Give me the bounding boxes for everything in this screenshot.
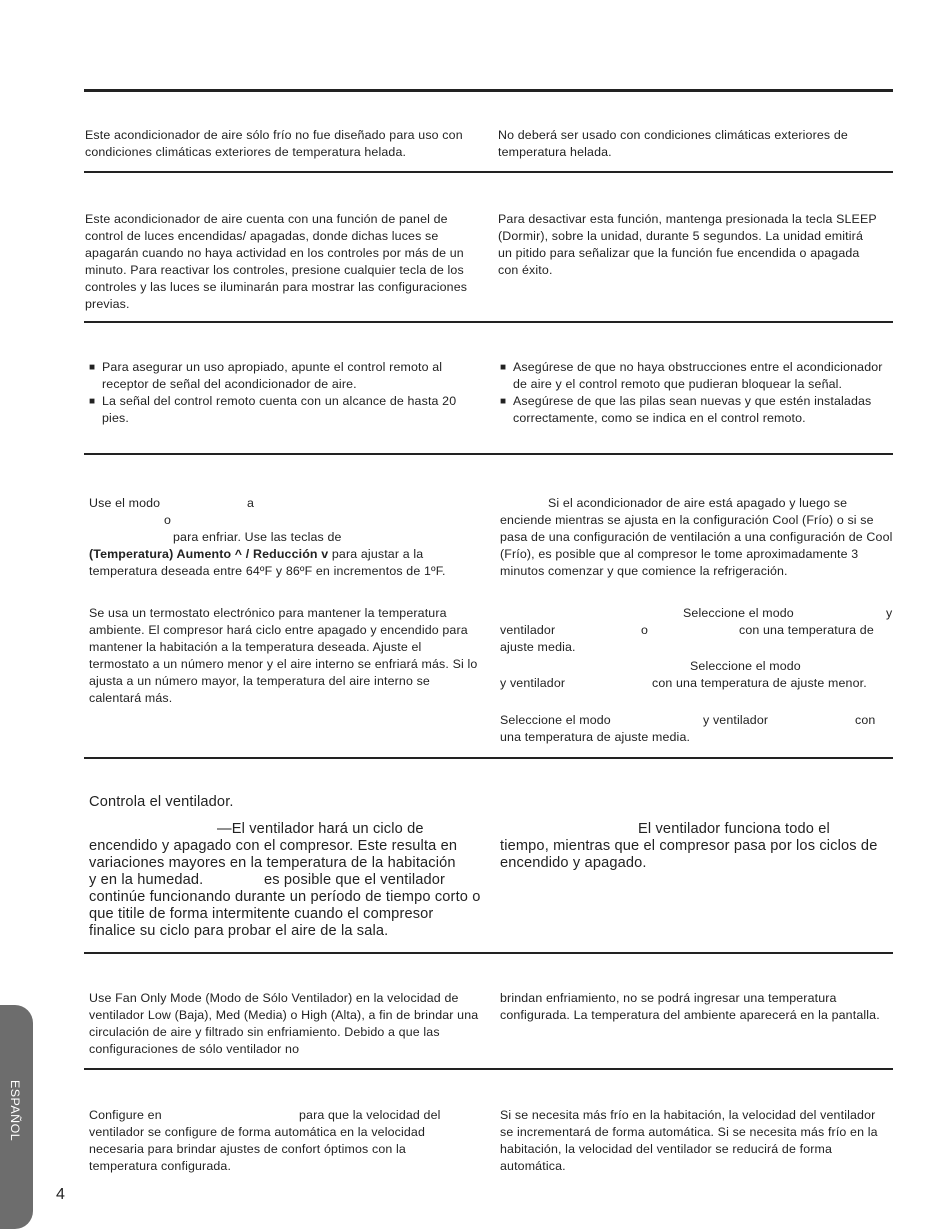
freezing-note-left: Este acondicionador de aire sólo frío no fue diseñado para uso con condiciones climáticas exteriores de temperatura helada. (85, 128, 463, 159)
thermostat-text: Se usa un termostato electrónico para mantener la temperatura ambiente. El compresor hará ciclo entre apagado y encendido para mantener la habitación a la temperatura deseada. Ajuste el termostato a un número menor y el aire interno se enfriará más. Si lo ajusta a un número mayor, la temperatura del aire interno se calentará más. (89, 606, 478, 705)
remote-tips-left (89, 359, 481, 427)
cool-tip-text: o (641, 623, 649, 637)
cool-tip-text: ventilador (500, 623, 556, 637)
section-divider (84, 952, 893, 954)
cool-tip-text: Seleccione el modo (690, 659, 801, 673)
fan-auto-text: es posible que el ventilador (264, 872, 446, 888)
panel-lights-right: Para desactivar esta función, mantenga presionada la tecla SLEEP (Dormir), sobre la unidad, durante 5 segundos. La unidad emitirá un pitido para señalizar que la función fue encendida o apagada con éxito. (498, 212, 877, 277)
fan-auto-text: y en la humedad. (89, 872, 204, 888)
remote-tips-right (500, 359, 896, 427)
temperature-keys-rest: para ajustar a la temperatura deseada entre 64ºF y 86ºF en incrementos de 1ºF. (89, 547, 446, 578)
auto-fan-text: para que la velocidad del (299, 1108, 441, 1122)
cool-mode-text: para enfriar. Use las teclas de (173, 530, 342, 544)
section-divider (84, 171, 893, 173)
list-item: ■ Para asegurar un uso apropiado, apunte el control remoto al receptor de señal del acondicionador de aire. (89, 359, 481, 393)
cool-tip-text: y ventilador (703, 713, 769, 727)
fan-auto-text: —El ventilador hará un ciclo de (217, 821, 424, 837)
page-number: 4 (56, 1186, 65, 1203)
temperature-keys-text (89, 546, 481, 580)
cool-tip-text: Seleccione el modo (683, 606, 794, 620)
cool-tip-text: una temperatura de ajuste media. (500, 730, 691, 744)
compressor-delay-note: Si el acondicionador de aire está apagado y luego se enciende mientras se ajusta en la configuración Cool (Frío) o si se pasa de una configuración de ventilación a una configuración de Cool (Frío), es posible que al compresor le tome aproximadamente 3 minutos comenzar y que comience la refrigeración. (500, 496, 893, 578)
section-divider (84, 757, 893, 759)
cool-tip-text: con una temperatura de (739, 623, 874, 637)
cool-tip-text: y ventilador (500, 676, 566, 690)
section-divider (84, 321, 893, 323)
cool-tip-text: y (886, 606, 893, 620)
cool-mode-text: o (164, 513, 172, 527)
cool-tip-text: ajuste media. (500, 640, 576, 654)
list-item: ■ La señal del control remoto cuenta con un alcance de hasta 20 pies. (89, 393, 481, 427)
freezing-note-right: No deberá ser usado con condiciones climáticas exteriores de temperatura helada. (498, 128, 848, 159)
auto-fan-text: ventilador se configure de forma automática en la velocidad necesaria para brindar ajustes de confort óptimos con la temperatura configurada. (89, 1125, 426, 1173)
cool-tip-text: con (855, 713, 876, 727)
cool-mode-text: a (247, 496, 255, 510)
section-divider (84, 453, 893, 455)
list-item: ■ Asegúrese de que las pilas sean nuevas y que estén instaladas correctamente, como se indica en el control remoto. (500, 393, 896, 427)
auto-fan-text: Configure en (89, 1108, 162, 1122)
fan-only-right: brindan enfriamiento, no se podrá ingresar una temperatura configurada. La temperatura del ambiente aparecerá en la pantalla. (500, 991, 880, 1022)
fan-auto-text: continúe funcionando durante un período de tiempo corto o que titile de forma intermitente cuando el compresor finalice su ciclo para probar el aire de la sala. (89, 889, 481, 939)
fan-continuous-text: tiempo, mientras que el compresor pasa por los ciclos de encendido y apagado. (500, 838, 878, 871)
list-item: ■ Asegúrese de que no haya obstrucciones entre el acondicionador de aire y el control remoto que pudieran bloquear la señal. (500, 359, 896, 393)
top-rule (84, 89, 893, 92)
section-divider (84, 1068, 893, 1070)
cool-mode-intro: Use el modo (89, 496, 161, 510)
fan-auto-text: encendido y apagado con el compresor. Este resulta en variaciones mayores en la temperatura de la habitación (89, 838, 458, 871)
auto-fan-right: Si se necesita más frío en la habitación, la velocidad del ventilador se incrementará de forma automática. Si se necesita más frío en la habitación, la velocidad del ventilador se reducirá de forma automática. (500, 1108, 878, 1173)
cool-tip-text: con una temperatura de ajuste menor. (652, 676, 867, 690)
cool-tip-text: Seleccione el modo (500, 713, 611, 727)
fan-control-intro: Controla el ventilador. (89, 794, 234, 810)
fan-only-left: Use Fan Only Mode (Modo de Sólo Ventilador) en la velocidad de ventilador Low (Baja), Med (Media) o High (Alta), a fin de brindar una circulación de aire y filtrado sin enfriamiento. Debido a que las configuraciones de sólo ventilador no (89, 991, 479, 1056)
fan-continuous-text: El ventilador funciona todo el (638, 821, 830, 837)
temperature-keys-bold: (Temperatura) Aumento ^ / Reducción v (89, 547, 329, 561)
panel-lights-left: Este acondicionador de aire cuenta con una función de panel de control de luces encendidas/ apagadas, donde dichas luces se apagarán cuando no haya actividad en los controles por más de un minuto. Para reactivar los controles, presione cualquier tecla de los controles y las luces se iluminarán para mostrar las configuraciones previas. (85, 212, 468, 311)
language-tab-label: ESPAÑOL (8, 1080, 22, 1142)
